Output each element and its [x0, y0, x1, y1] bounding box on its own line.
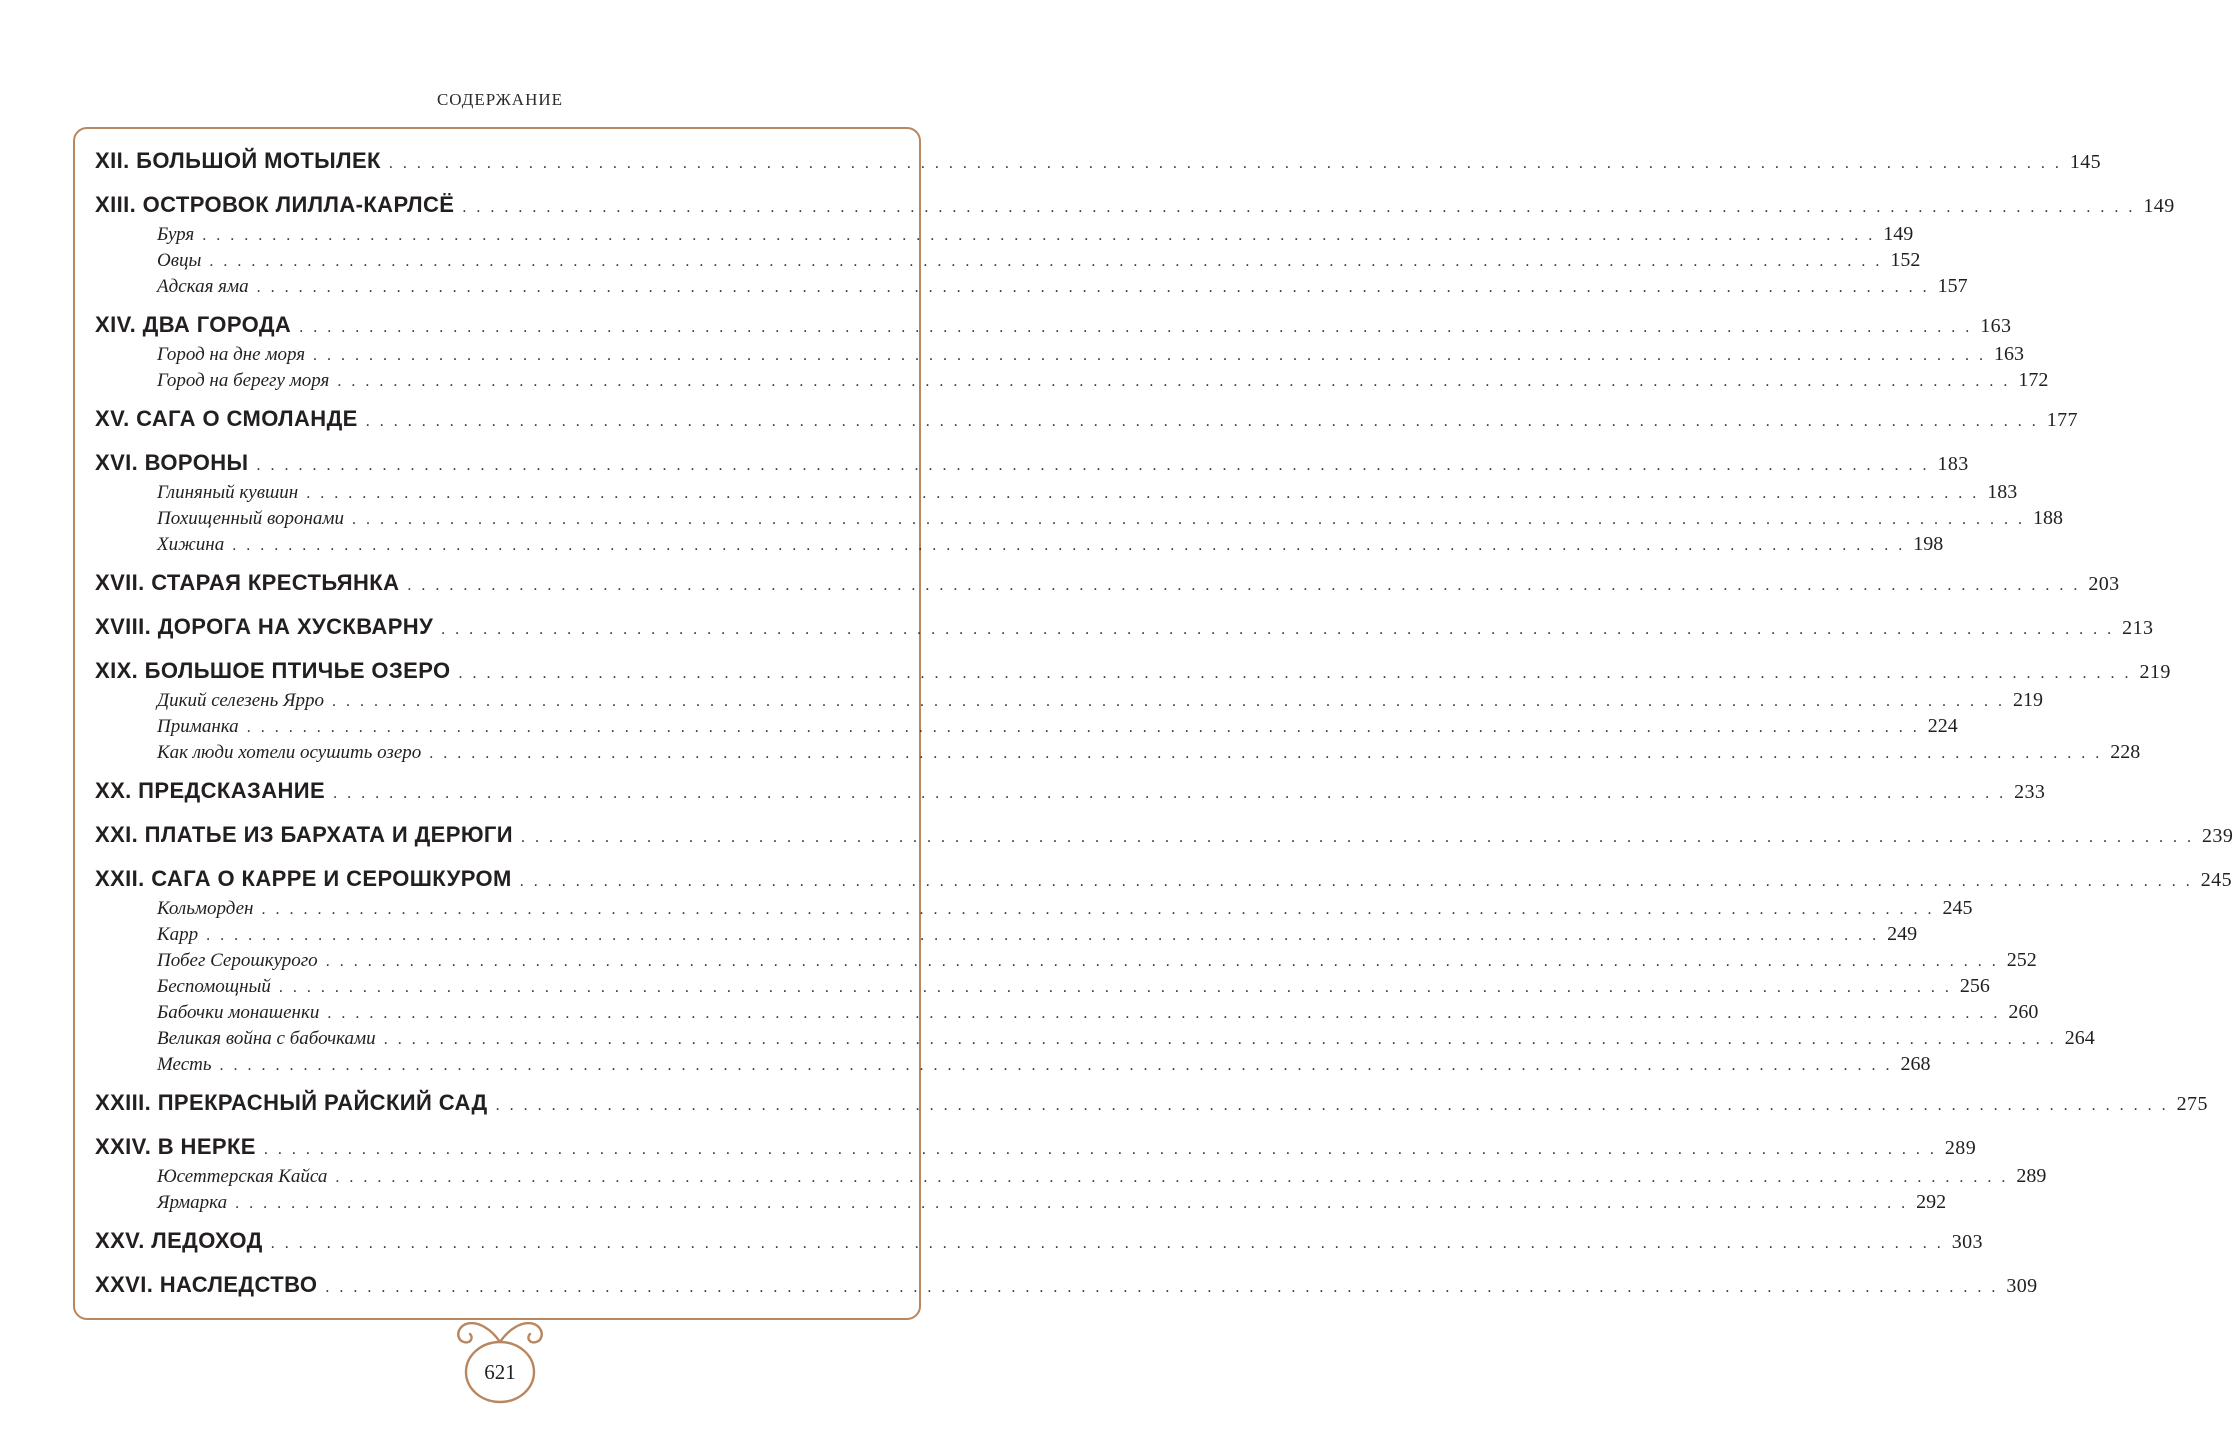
toc-entry-title: XIV. ДВА ГОРОДА	[95, 312, 292, 337]
toc-entry-page: 188	[2033, 507, 2064, 529]
toc-entry-page: 149	[2143, 195, 2175, 217]
ornament-left-scroll	[458, 1323, 500, 1342]
toc-chapter-entry[interactable]	[95, 148, 2102, 174]
toc-entry-title: Похищенный воронами	[157, 508, 345, 529]
toc-entry-title: XXII. САГА О КАРРЕ И СЕРОШКУРОМ	[95, 866, 512, 891]
toc-dot-leader: . . . . . . . . . . . . . . . . . . . . . . . . . . . . . . . . . . . . . . . . . . . . . . . . . . . . . . . . . . . . . . . . . . . . . . . . . . . . . . . . . . . . . . . . . . . . . . . . . . . . . . . . . . . . . . . . . . . . . . . .	[246, 719, 1920, 736]
toc-dot-leader: . . . . . . . . . . . . . . . . . . . . . . . . . . . . . . . . . . . . . . . . . . . . . . . . . . . . . . . . . . . . . . . . . . . . . . . . . . . . . . . . . . . . . . . . . . . . . . . . . . . . . . . . . . . . . . . . . . . . . . . .	[306, 485, 1980, 502]
toc-entry-title: XXIV. В НЕРКЕ	[95, 1134, 256, 1159]
toc-dot-leader: . . . . . . . . . . . . . . . . . . . . . . . . . . . . . . . . . . . . . . . . . . . . . . . . . . . . . . . . . . . . . . . . . . . . . . . . . . . . . . . . . . . . . . . . . . . . . . . . . . . . . . . . . . . . . . . . . . . . . . . .	[299, 319, 1973, 336]
toc-entry-title: Дикий селезень Ярро	[157, 690, 324, 711]
toc-entry-title: Приманка	[157, 716, 239, 737]
toc-chapter-entry[interactable]	[95, 192, 2175, 218]
toc-entry-title: Бабочки монашенки	[157, 1002, 320, 1023]
toc-entry-page: 268	[1900, 1053, 1931, 1075]
toc-subsection-entry[interactable]	[95, 533, 1944, 556]
toc-entry-page: 303	[1951, 1231, 1983, 1253]
toc-chapter-entry[interactable]	[95, 822, 2233, 848]
toc-entry-page: 145	[2069, 151, 2102, 173]
toc-dot-leader: . . . . . . . . . . . . . . . . . . . . . . . . . . . . . . . . . . . . . . . . . . . . . . . . . . . . . . . . . . . . . . . . . . . . . . . . . . . . . . . . . . . . . . . . . . . . . . . . . . . . . . . . . . . . . . . . . . . . . . . .	[325, 953, 1999, 970]
toc-dot-leader: . . . . . . . . . . . . . . . . . . . . . . . . . . . . . . . . . . . . . . . . . . . . . . . . . . . . . . . . . . . . . . . . . . . . . . . . . . . . . . . . . . . . . . . . . . . . . . . . . . . . . . . . . . . . . . . . . . . . . . . .	[256, 457, 1930, 474]
toc-entry-title: Глиняный кувшин	[157, 482, 299, 503]
toc-entry-title: Карр	[157, 924, 199, 945]
toc-subsection-entry[interactable]	[95, 949, 2037, 972]
toc-dot-leader: . . . . . . . . . . . . . . . . . . . . . . . . . . . . . . . . . . . . . . . . . . . . . . . . . . . . . . . . . . . . . . . . . . . . . . . . . . . . . . . . . . . . . . . . . . . . . . . . . . . . . . . . . . . . . . . . . . . . . . . .	[407, 577, 2081, 594]
toc-chapter-entry[interactable]	[95, 406, 2078, 432]
toc-subsection-entry[interactable]	[95, 923, 1918, 946]
toc-chapter-entry[interactable]	[95, 450, 1969, 476]
toc-entry-page: 157	[1937, 275, 1968, 297]
toc-dot-leader: . . . . . . . . . . . . . . . . . . . . . . . . . . . . . . . . . . . . . . . . . . . . . . . . . . . . . . . . . . . . . . . . . . . . . . . . . . . . . . . . . . . . . . . . . . . . . . . . . . . . . . . . . . . . . . . . . . . . . . . .	[352, 511, 2026, 528]
toc-entry-page: 198	[1913, 533, 1944, 555]
toc-entry-page: 219	[2139, 661, 2171, 683]
toc-subsection-entry[interactable]	[95, 275, 1968, 298]
toc-entry-title: XX. ПРЕДСКАЗАНИЕ	[95, 778, 326, 803]
toc-dot-leader: . . . . . . . . . . . . . . . . . . . . . . . . . . . . . . . . . . . . . . . . . . . . . . . . . . . . . . . . . . . . . . . . . . . . . . . . . . . . . . . . . . . . . . . . . . . . . . . . . . . . . . . . . . . . . . . . . . . . . . . .	[388, 155, 2062, 172]
toc-entry-page: 177	[2046, 409, 2078, 431]
toc-entry-title: Побег Серошкурого	[157, 950, 318, 971]
toc-entry-page: 163	[1980, 315, 2012, 337]
toc-entry-title: Хижина	[157, 534, 225, 555]
toc-dot-leader: . . . . . . . . . . . . . . . . . . . . . . . . . . . . . . . . . . . . . . . . . . . . . . . . . . . . . . . . . . . . . . . . . . . . . . . . . . . . . . . . . . . . . . . . . . . . . . . . . . . . . . . . . . . . . . . . . . . . . . . .	[209, 253, 1883, 270]
toc-entry-page: 183	[1937, 453, 1969, 475]
toc-entry-title: Как люди хотели осушить озеро	[157, 742, 422, 763]
toc-entry-title: Великая война с бабочками	[157, 1028, 376, 1049]
toc-entry-page: 309	[2006, 1275, 2038, 1297]
toc-dot-leader: . . . . . . . . . . . . . . . . . . . . . . . . . . . . . . . . . . . . . . . . . . . . . . . . . . . . . . . . . . . . . . . . . . . . . . . . . . . . . . . . . . . . . . . . . . . . . . . . . . . . . . . . . . . . . . . . . . . . . . . .	[365, 413, 2039, 430]
toc-entry-page: 149	[1883, 223, 1914, 245]
toc-dot-leader: . . . . . . . . . . . . . . . . . . . . . . . . . . . . . . . . . . . . . . . . . . . . . . . . . . . . . . . . . . . . . . . . . . . . . . . . . . . . . . . . . . . . . . . . . . . . . . . . . . . . . . . . . . . . . . . . . . . . . . . .	[519, 873, 2193, 890]
toc-entry-page: 245	[1942, 897, 1973, 919]
toc-entry-title: XXV. ЛЕДОХОД	[95, 1228, 263, 1253]
toc-dot-leader: . . . . . . . . . . . . . . . . . . . . . . . . . . . . . . . . . . . . . . . . . . . . . . . . . . . . . . . . . . . . . . . . . . . . . . . . . . . . . . . . . . . . . . . . . . . . . . . . . . . . . . . . . . . . . . . . . . . . . . . .	[278, 979, 1952, 996]
toc-subsection-entry[interactable]	[95, 715, 1958, 738]
toc-dot-leader: . . . . . . . . . . . . . . . . . . . . . . . . . . . . . . . . . . . . . . . . . . . . . . . . . . . . . . . . . . . . . . . . . . . . . . . . . . . . . . . . . . . . . . . . . . . . . . . . . . . . . . . . . . . . . . . . . . . . . . . .	[337, 373, 2011, 390]
toc-subsection-entry[interactable]	[95, 507, 2064, 530]
toc-subsection-entry[interactable]	[95, 249, 1921, 272]
toc-entry-page: 239	[2202, 825, 2233, 847]
toc-dot-leader: . . . . . . . . . . . . . . . . . . . . . . . . . . . . . . . . . . . . . . . . . . . . . . . . . . . . . . . . . . . . . . . . . . . . . . . . . . . . . . . . . . . . . . . . . . . . . . . . . . . . . . . . . . . . . . . . . . . . . . . .	[232, 537, 1906, 554]
toc-entry-page: 289	[1944, 1137, 1977, 1159]
toc-entry-page: 289	[2016, 1165, 2047, 1187]
toc-entry-title: Буря	[157, 224, 195, 245]
toc-chapter-entry[interactable]	[95, 658, 2171, 684]
toc-entry-title: XVI. ВОРОНЫ	[95, 450, 249, 475]
toc-entry-title: Адская яма	[157, 276, 249, 297]
toc-entry-title: Ярмарка	[157, 1192, 228, 1213]
toc-entry-title: Город на дне моря	[157, 344, 306, 365]
toc-entry-title: XVIII. ДОРОГА НА ХУСКВАРНУ	[95, 614, 434, 639]
toc-entry-page: 172	[2018, 369, 2049, 391]
toc-entry-page: 252	[2006, 949, 2037, 971]
toc-entry-title: Юсеттерская Кайса	[157, 1166, 328, 1187]
toc-entry-page: 183	[1987, 481, 2018, 503]
toc-dot-leader: . . . . . . . . . . . . . . . . . . . . . . . . . . . . . . . . . . . . . . . . . . . . . . . . . . . . . . . . . . . . . . . . . . . . . . . . . . . . . . . . . . . . . . . . . . . . . . . . . . . . . . . . . . . . . . . . . . . . . . . .	[429, 745, 2103, 762]
toc-chapter-entry[interactable]	[95, 778, 2046, 804]
toc-chapter-entry[interactable]	[95, 1134, 1977, 1160]
toc-dot-leader: . . . . . . . . . . . . . . . . . . . . . . . . . . . . . . . . . . . . . . . . . . . . . . . . . . . . . . . . . . . . . . . . . . . . . . . . . . . . . . . . . . . . . . . . . . . . . . . . . . . . . . . . . . . . . . . . . . . . . . . .	[335, 1169, 2009, 1186]
toc-dot-leader: . . . . . . . . . . . . . . . . . . . . . . . . . . . . . . . . . . . . . . . . . . . . . . . . . . . . . . . . . . . . . . . . . . . . . . . . . . . . . . . . . . . . . . . . . . . . . . . . . . . . . . . . . . . . . . . . . . . . . . . .	[331, 693, 2005, 710]
toc-dot-leader: . . . . . . . . . . . . . . . . . . . . . . . . . . . . . . . . . . . . . . . . . . . . . . . . . . . . . . . . . . . . . . . . . . . . . . . . . . . . . . . . . . . . . . . . . . . . . . . . . . . . . . . . . . . . . . . . . . . . . . . .	[383, 1031, 2057, 1048]
toc-dot-leader: . . . . . . . . . . . . . . . . . . . . . . . . . . . . . . . . . . . . . . . . . . . . . . . . . . . . . . . . . . . . . . . . . . . . . . . . . . . . . . . . . . . . . . . . . . . . . . . . . . . . . . . . . . . . . . . . . . . . . . . .	[313, 347, 1987, 364]
toc-entry-title: XIX. БОЛЬШОЕ ПТИЧЬЕ ОЗЕРО	[95, 658, 451, 683]
toc-subsection-entry[interactable]	[95, 369, 2049, 392]
toc-entry-title: XV. САГА О СМОЛАНДЕ	[95, 406, 358, 431]
toc-dot-leader: . . . . . . . . . . . . . . . . . . . . . . . . . . . . . . . . . . . . . . . . . . . . . . . . . . . . . . . . . . . . . . . . . . . . . . . . . . . . . . . . . . . . . . . . . . . . . . . . . . . . . . . . . . . . . . . . . . . . . . . .	[202, 227, 1876, 244]
toc-entry-page: 256	[1959, 975, 1990, 997]
toc-dot-leader: . . . . . . . . . . . . . . . . . . . . . . . . . . . . . . . . . . . . . . . . . . . . . . . . . . . . . . . . . . . . . . . . . . . . . . . . . . . . . . . . . . . . . . . . . . . . . . . . . . . . . . . . . . . . . . . . . . . . . . . .	[263, 1141, 1937, 1158]
running-head: СОДЕРЖАНИЕ	[436, 90, 564, 109]
toc-entry-title: Город на берегу моря	[157, 370, 330, 391]
toc-entry-page: 260	[2008, 1001, 2039, 1023]
toc-entry-page: 228	[2110, 741, 2141, 763]
toc-dot-leader: . . . . . . . . . . . . . . . . . . . . . . . . . . . . . . . . . . . . . . . . . . . . . . . . . . . . . . . . . . . . . . . . . . . . . . . . . . . . . . . . . . . . . . . . . . . . . . . . . . . . . . . . . . . . . . . . . . . . . . . .	[206, 927, 1880, 944]
toc-entry-title: XXI. ПЛАТЬЕ ИЗ БАРХАТА И ДЕРЮГИ	[95, 822, 514, 847]
toc-subsection-entry[interactable]	[95, 689, 2043, 712]
toc-entry-page: 245	[2200, 869, 2232, 891]
toc-entry-page: 224	[1927, 715, 1958, 737]
toc-subsection-entry[interactable]	[95, 343, 2025, 366]
toc-entry-page: 233	[2014, 781, 2046, 803]
toc-subsection-entry[interactable]	[95, 481, 2018, 504]
toc-entry-title: Кольморден	[157, 898, 254, 919]
toc-chapter-entry[interactable]	[95, 570, 2120, 596]
toc-entry-title: XVII. СТАРАЯ КРЕСТЬЯНКА	[95, 570, 400, 595]
toc-subsection-entry[interactable]	[95, 1191, 1947, 1214]
toc-entry-title: XXIII. ПРЕКРАСНЫЙ РАЙСКИЙ САД	[95, 1090, 488, 1115]
toc-entry-title: XXVI. НАСЛЕДСТВО	[95, 1272, 318, 1297]
toc-chapter-entry[interactable]	[95, 1228, 1983, 1254]
toc-entry-page: 203	[2088, 573, 2120, 595]
toc-dot-leader: . . . . . . . . . . . . . . . . . . . . . . . . . . . . . . . . . . . . . . . . . . . . . . . . . . . . . . . . . . . . . . . . . . . . . . . . . . . . . . . . . . . . . . . . . . . . . . . . . . . . . . . . . . . . . . . . . . . . . . . .	[333, 785, 2007, 802]
toc-subsection-entry[interactable]	[95, 1053, 1931, 1076]
toc-entry-page: 152	[1890, 249, 1921, 271]
toc-dot-leader: . . . . . . . . . . . . . . . . . . . . . . . . . . . . . . . . . . . . . . . . . . . . . . . . . . . . . . . . . . . . . . . . . . . . . . . . . . . . . . . . . . . . . . . . . . . . . . . . . . . . . . . . . . . . . . . . . . . . . . . .	[219, 1057, 1893, 1074]
toc-chapter-entry[interactable]	[95, 866, 2232, 892]
toc-subsection-entry[interactable]	[95, 223, 1914, 246]
toc-entry-page: 163	[1994, 343, 2025, 365]
toc-dot-leader: . . . . . . . . . . . . . . . . . . . . . . . . . . . . . . . . . . . . . . . . . . . . . . . . . . . . . . . . . . . . . . . . . . . . . . . . . . . . . . . . . . . . . . . . . . . . . . . . . . . . . . . . . . . . . . . . . . . . . . . .	[495, 1097, 2169, 1114]
toc-subsection-entry[interactable]	[95, 1165, 2047, 1188]
toc-dot-leader: . . . . . . . . . . . . . . . . . . . . . . . . . . . . . . . . . . . . . . . . . . . . . . . . . . . . . . . . . . . . . . . . . . . . . . . . . . . . . . . . . . . . . . . . . . . . . . . . . . . . . . . . . . . . . . . . . . . . . . . .	[521, 829, 2195, 846]
toc-dot-leader: . . . . . . . . . . . . . . . . . . . . . . . . . . . . . . . . . . . . . . . . . . . . . . . . . . . . . . . . . . . . . . . . . . . . . . . . . . . . . . . . . . . . . . . . . . . . . . . . . . . . . . . . . . . . . . . . . . . . . . . .	[256, 279, 1930, 296]
toc-chapter-entry[interactable]	[95, 614, 2154, 640]
toc-entry-title: XIII. ОСТРОВОК ЛИЛЛА-КАРЛСЁ	[95, 192, 455, 217]
toc-entry-title: Беспомощный	[157, 976, 271, 997]
toc-entry-page: 249	[1887, 923, 1918, 945]
toc-dot-leader: . . . . . . . . . . . . . . . . . . . . . . . . . . . . . . . . . . . . . . . . . . . . . . . . . . . . . . . . . . . . . . . . . . . . . . . . . . . . . . . . . . . . . . . . . . . . . . . . . . . . . . . . . . . . . . . . . . . . . . . .	[270, 1235, 1944, 1252]
toc-chapter-entry[interactable]	[95, 1090, 2208, 1116]
toc-entry-title: XII. БОЛЬШОЙ МОТЫЛЕК	[95, 148, 381, 173]
toc-subsection-entry[interactable]	[95, 975, 1990, 998]
toc-dot-leader: . . . . . . . . . . . . . . . . . . . . . . . . . . . . . . . . . . . . . . . . . . . . . . . . . . . . . . . . . . . . . . . . . . . . . . . . . . . . . . . . . . . . . . . . . . . . . . . . . . . . . . . . . . . . . . . . . . . . . . . .	[441, 621, 2115, 638]
toc-dot-leader: . . . . . . . . . . . . . . . . . . . . . . . . . . . . . . . . . . . . . . . . . . . . . . . . . . . . . . . . . . . . . . . . . . . . . . . . . . . . . . . . . . . . . . . . . . . . . . . . . . . . . . . . . . . . . . . . . . . . . . . .	[261, 901, 1935, 918]
toc-entry-page: 219	[2012, 689, 2043, 711]
toc-dot-leader: . . . . . . . . . . . . . . . . . . . . . . . . . . . . . . . . . . . . . . . . . . . . . . . . . . . . . . . . . . . . . . . . . . . . . . . . . . . . . . . . . . . . . . . . . . . . . . . . . . . . . . . . . . . . . . . . . . . . . . . .	[327, 1005, 2001, 1022]
toc-chapter-entry[interactable]	[95, 312, 2012, 338]
toc-dot-leader: . . . . . . . . . . . . . . . . . . . . . . . . . . . . . . . . . . . . . . . . . . . . . . . . . . . . . . . . . . . . . . . . . . . . . . . . . . . . . . . . . . . . . . . . . . . . . . . . . . . . . . . . . . . . . . . . . . . . . . . .	[325, 1279, 1999, 1296]
toc-subsection-entry[interactable]	[95, 741, 2141, 764]
toc-entry-title: Месть	[157, 1054, 212, 1075]
toc-entry-page: 292	[1916, 1191, 1947, 1213]
toc-entry-page: 213	[2122, 617, 2154, 639]
page-number: 621	[484, 1360, 516, 1384]
toc-entry-page: 264	[2064, 1027, 2095, 1049]
toc-dot-leader: . . . . . . . . . . . . . . . . . . . . . . . . . . . . . . . . . . . . . . . . . . . . . . . . . . . . . . . . . . . . . . . . . . . . . . . . . . . . . . . . . . . . . . . . . . . . . . . . . . . . . . . . . . . . . . . . . . . . . . . .	[458, 665, 2132, 682]
toc-entry-title: Овцы	[157, 250, 202, 271]
toc-subsection-entry[interactable]	[95, 1027, 2095, 1050]
toc-entry-page: 275	[2176, 1093, 2208, 1115]
toc-chapter-entry[interactable]	[95, 1272, 2038, 1298]
toc-dot-leader: . . . . . . . . . . . . . . . . . . . . . . . . . . . . . . . . . . . . . . . . . . . . . . . . . . . . . . . . . . . . . . . . . . . . . . . . . . . . . . . . . . . . . . . . . . . . . . . . . . . . . . . . . . . . . . . . . . . . . . . .	[462, 199, 2136, 216]
toc-dot-leader: . . . . . . . . . . . . . . . . . . . . . . . . . . . . . . . . . . . . . . . . . . . . . . . . . . . . . . . . . . . . . . . . . . . . . . . . . . . . . . . . . . . . . . . . . . . . . . . . . . . . . . . . . . . . . . . . . . . . . . . .	[235, 1195, 1909, 1212]
toc-subsection-entry[interactable]	[95, 897, 1973, 920]
toc-subsection-entry[interactable]	[95, 1001, 2039, 1024]
ornament-right-scroll	[500, 1323, 542, 1342]
